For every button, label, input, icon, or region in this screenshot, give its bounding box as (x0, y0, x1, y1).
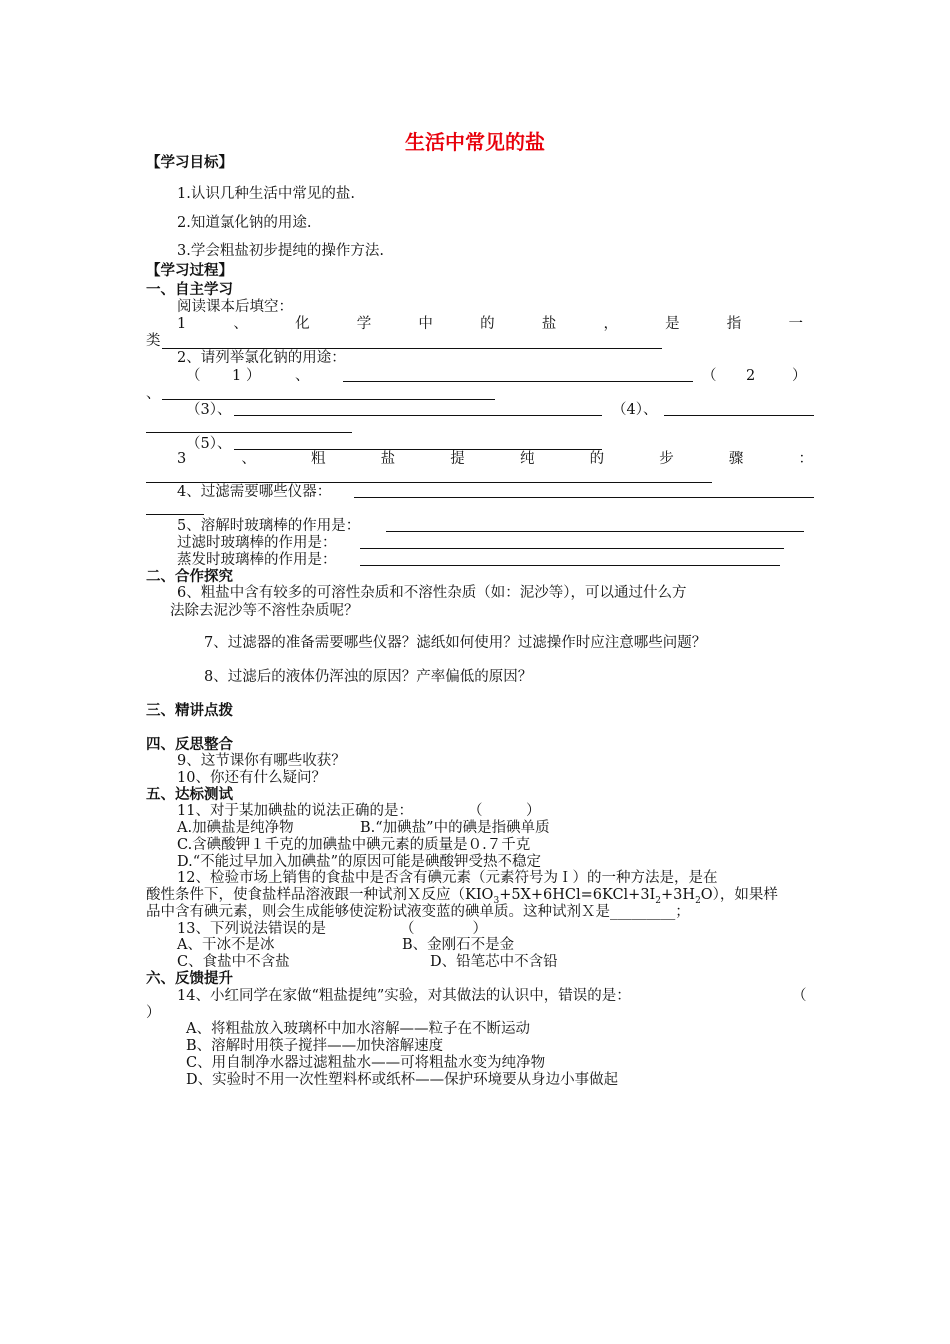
q5a-answer-line[interactable] (386, 531, 804, 532)
q1-char: 的 (480, 316, 495, 332)
subscript: 3 (493, 895, 500, 906)
goal-item: 2.知道氯化钠的用途. (177, 215, 312, 231)
q9: 9、这节课你有哪些收获？ (177, 753, 346, 769)
q13-option-b: B、金刚石不是金 (402, 937, 515, 953)
q3-char: 盐 (380, 451, 396, 467)
q3-char: ： (798, 451, 813, 467)
q12-line-3: 品中含有碘元素，则会生成能够使淀粉试液变蓝的碘单质。这种试剂Ｘ是_________； (146, 904, 690, 920)
use-4-line-cont[interactable] (146, 432, 352, 433)
section-5-header: 五、达标测试 (146, 787, 233, 803)
q4-answer-line-cont[interactable] (146, 514, 204, 515)
q8: 8、过滤后的液体仍浑浊的原因？产率偏低的原因？ (204, 669, 533, 685)
q2-prompt: 2、请列举氯化钠的用途： (177, 350, 346, 366)
q1-line (177, 316, 803, 333)
q13-answer-paren[interactable]: （ ） (400, 921, 487, 937)
q14-option-c: C、用自制净水器过滤粗盐水——可将粗盐水变为纯净物 (186, 1055, 546, 1071)
q14-paren-close: ） (146, 1005, 161, 1021)
q4-answer-line[interactable] (354, 497, 814, 498)
q13-option-a: A、干冰不是冰 (177, 937, 275, 953)
q12-line-1: 12、检验市场上销售的食盐中是否含有碘元素（元素符号为Ｉ）的一种方法是，是在 (177, 870, 718, 886)
q13-option-c: C、食盐中不含盐 (177, 954, 290, 970)
use-5-line[interactable] (234, 449, 602, 450)
q13: 13、下列说法错误的是 (177, 921, 326, 937)
use-2-line[interactable] (162, 399, 495, 400)
q12-text: +5X+6HCl=6KCl+3I (499, 887, 656, 903)
section-1-header: 一、自主学习 (146, 282, 233, 298)
q5b-answer-line[interactable] (360, 548, 784, 549)
q5c-prompt: 蒸发时玻璃棒的作用是： (177, 552, 337, 568)
q11-option-c: C.含碘酸钾１千克的加碘盐中碘元素的质量是０.７千克 (177, 837, 531, 853)
q2-p4: （4）、 (612, 402, 658, 418)
q14: 14、小红同学在家做“粗盐提纯”实验，对其做法的认识中，错误的是： (177, 988, 631, 1004)
q14-paren-open[interactable]: （ (792, 988, 807, 1004)
section-2-header: 二、合作探究 (146, 569, 233, 585)
q2-num-1: 1 (232, 368, 242, 384)
s1-intro: 阅读课本后填空： (177, 299, 293, 315)
q11-option-b: B.“加碘盐”中的碘是指碘单质 (360, 820, 550, 836)
q4-prompt: 4、过滤需要哪些仪器： (177, 484, 332, 500)
q2-p5: （5）、 (186, 436, 232, 452)
goal-item: 1.认识几种生活中常见的盐. (177, 186, 355, 202)
q3-char: 3 (177, 451, 187, 467)
q14-option-a: A、将粗盐放入玻璃杯中加水溶解——粒子在不断运动 (186, 1021, 530, 1037)
q5b-prompt: 过滤时玻璃棒的作用是： (177, 535, 337, 551)
q7: 7、过滤器的准备需要哪些仪器？滤纸如何使用？过滤操作时应注意哪些问题？ (204, 635, 707, 651)
q1-char: 学 (356, 316, 372, 332)
q13-option-d: D、铅笔芯中不含铅 (430, 954, 558, 970)
q3-char: 、 (241, 451, 256, 467)
q2-paren-close: ） (246, 368, 261, 384)
q2-paren-open: （ (186, 368, 201, 384)
subscript: 2 (655, 895, 662, 906)
q3-char: 粗 (311, 451, 326, 467)
subscript: 2 (695, 895, 701, 906)
q11-answer-paren[interactable]: （ ） (468, 803, 541, 819)
q11-option-d: D.“不能过早加入加碘盐”的原因可能是碘酸钾受热不稳定 (177, 854, 542, 870)
section-3-header: 三、精讲点拨 (146, 703, 233, 719)
q1-char: 化 (295, 316, 310, 332)
use-4-line[interactable] (664, 415, 814, 416)
q1-char: 一 (788, 316, 803, 332)
q12-text: +3H (661, 887, 696, 903)
q5c-answer-line[interactable] (360, 565, 780, 566)
q14-option-d: D、实验时不用一次性塑料杯或纸杯——保护环境要从身边小事做起 (186, 1072, 619, 1088)
q11-option-a: A.加碘盐是纯净物 (177, 820, 294, 836)
process-header: 【学习过程】 (146, 263, 233, 279)
q2-p2-num: 2 (746, 368, 756, 384)
q2-p2-close: ） (792, 368, 807, 384)
q3-line (177, 451, 813, 468)
page-title: 生活中常见的盐 (405, 130, 545, 154)
q2-p2-open: （ (702, 368, 717, 384)
q3-answer-line[interactable] (146, 482, 712, 483)
q12-text: O），如果样 (700, 887, 778, 903)
use-3-line[interactable] (234, 415, 602, 416)
q1-char: 中 (418, 316, 433, 332)
q5a-prompt: 5、溶解时玻璃棒的作用是： (177, 518, 361, 534)
q1-char: 指 (726, 316, 742, 332)
goals-header: 【学习目标】 (146, 155, 233, 171)
use-1-line[interactable] (343, 381, 693, 382)
q2-comma: 、 (146, 386, 161, 402)
q10: 10、你还有什么疑问？ (177, 770, 326, 786)
q1-char: 盐 (541, 316, 557, 332)
q1-char: 、 (233, 316, 248, 332)
q6-line-1: 6、粗盐中含有较多的可溶性杂质和不溶性杂质（如：泥沙等），可以通过什么方 (177, 585, 687, 601)
q12-text: 酸性条件下，使食盐样品溶液跟一种试剂Ｘ反应（KIO (146, 887, 494, 903)
q1-char: 是 (665, 316, 680, 332)
q3-char: 纯 (519, 451, 535, 467)
q2-sep: 、 (295, 368, 310, 384)
q2-p3: （3）、 (186, 402, 232, 418)
q1-char: 1 (177, 316, 187, 332)
q3-char: 提 (450, 451, 465, 467)
q1-tail: 类 (146, 333, 161, 349)
q3-char: 步 (659, 451, 674, 467)
q1-char: ， (603, 316, 618, 332)
q11: 11、对于某加碘盐的说法正确的是： (177, 803, 413, 819)
q3-char: 骤 (728, 451, 744, 467)
q6-line-2: 法除去泥沙等不溶性杂质呢？ (170, 603, 359, 619)
goal-item: 3.学会粗盐初步提纯的操作方法. (177, 243, 384, 259)
q3-char: 的 (589, 451, 605, 467)
q14-option-b: B、溶解时用筷子搅拌——加快溶解速度 (186, 1038, 444, 1054)
section-4-header: 四、反思整合 (146, 737, 233, 753)
q1-answer-line[interactable] (162, 348, 662, 349)
section-6-header: 六、反馈提升 (146, 971, 233, 987)
